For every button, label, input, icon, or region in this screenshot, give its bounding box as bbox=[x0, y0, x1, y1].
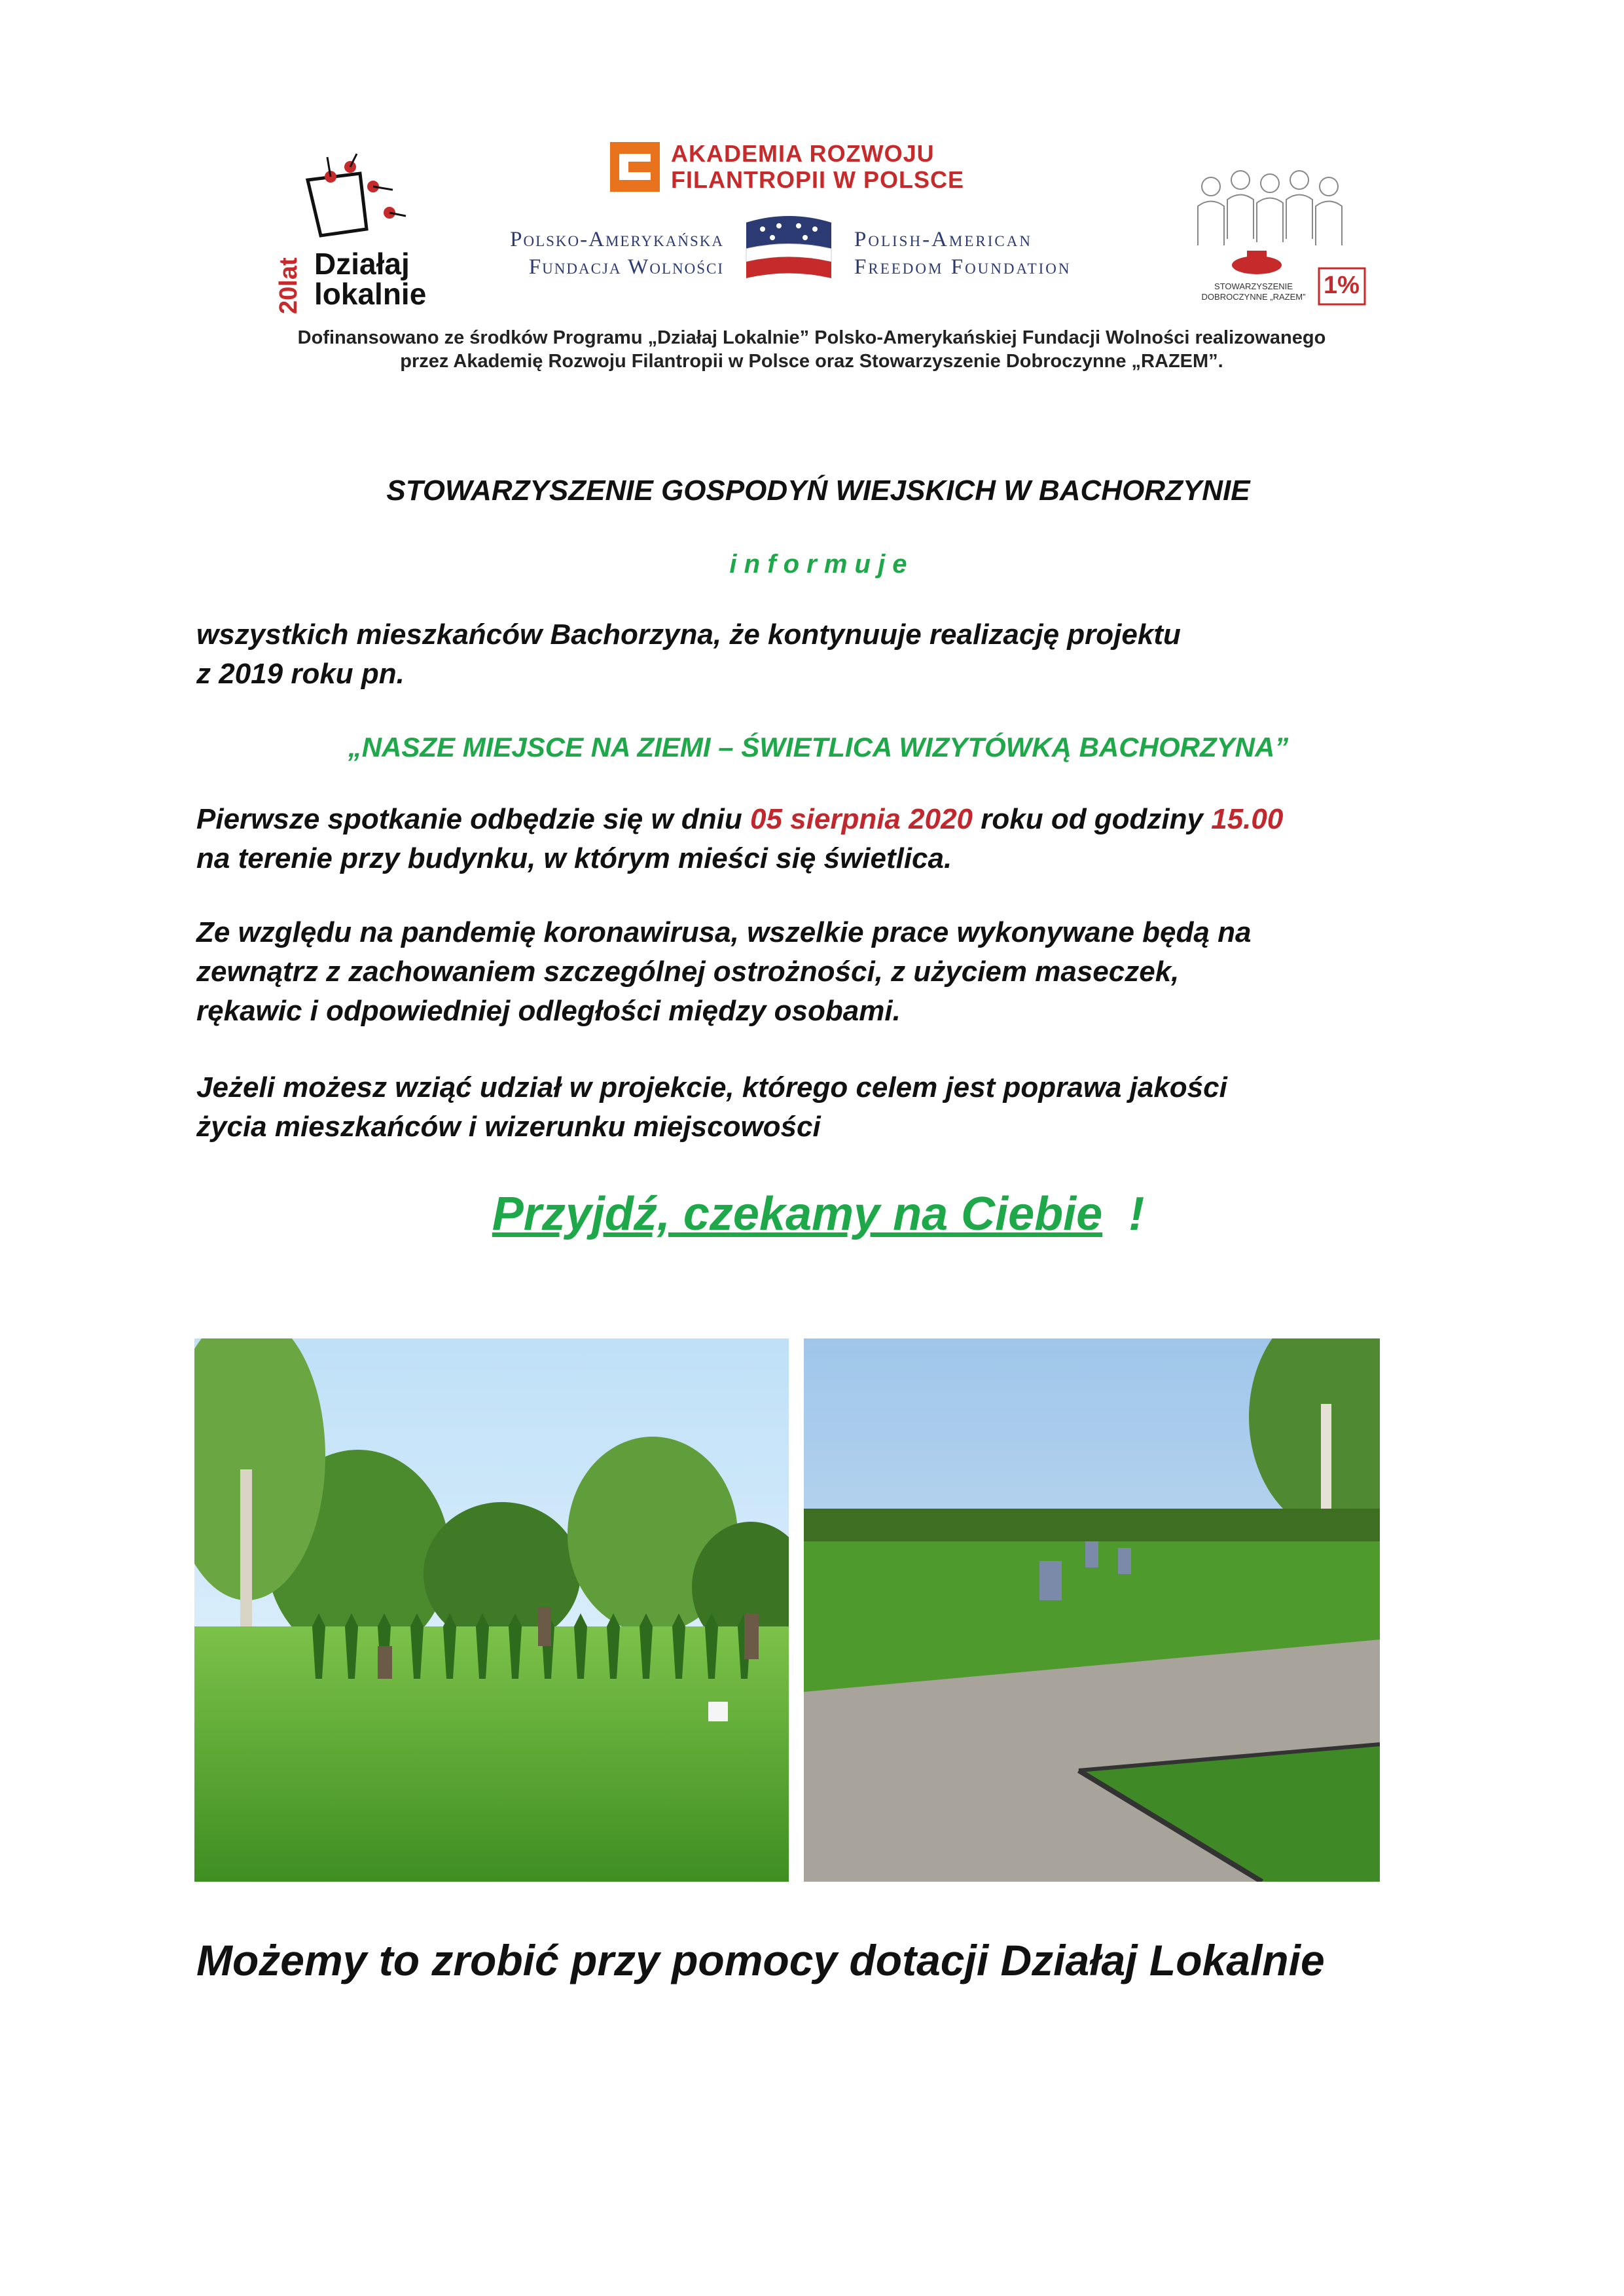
dzialaj-line1: Działaj bbox=[314, 247, 410, 281]
arfp-emblem-icon bbox=[609, 141, 661, 193]
pafw-polish-name bbox=[462, 226, 724, 281]
funding-note bbox=[196, 326, 1427, 373]
cta-text: Przyjdź, czekamy na Ciebie bbox=[492, 1188, 1103, 1240]
invite-line2: życia mieszkańców i wizerunku miejscowości bbox=[196, 1111, 821, 1143]
pafw-flag-icon bbox=[740, 213, 838, 285]
arfp-logo bbox=[609, 137, 975, 196]
call-to-action bbox=[196, 1185, 1440, 1244]
intro-paragraph bbox=[196, 615, 1440, 694]
photo-planting-hedge bbox=[194, 1338, 789, 1882]
intro-line1: wszystkich mieszkańców Bachorzyna, że kontynuuje realizację projektu bbox=[196, 619, 1181, 651]
intro-line2: z 2019 roku pn. bbox=[196, 658, 405, 690]
arfp-line2: FILANTROPII W POLSCE bbox=[671, 166, 964, 193]
pafw-english-name bbox=[854, 226, 1155, 281]
razem-line2: DOBROCZYNNE „RAZEM” bbox=[1201, 292, 1306, 302]
cta-mark: ! bbox=[1128, 1188, 1145, 1240]
project-name: „NASZE MIEJSCE NA ZIEMI – ŚWIETLICA WIZYTÓWKĄ BACHORZYNA” bbox=[348, 732, 1289, 762]
years-label: 20lat bbox=[275, 257, 302, 314]
org-title: STOWARZYSZENIE GOSPODYŃ WIEJSKICH W BACHORZYNIE bbox=[386, 475, 1250, 507]
meeting-line1 bbox=[196, 800, 1440, 839]
meeting-time: 15.00 bbox=[1211, 803, 1284, 835]
pafw-pl-line1: Polsko-Amerykańska bbox=[510, 228, 724, 251]
pafw-pl-line2: Fundacja Wolności bbox=[528, 255, 724, 279]
arfp-line1: AKADEMIA ROZWOJU bbox=[671, 140, 935, 167]
dzialaj-text bbox=[314, 249, 426, 309]
meeting-prefix: Pierwsze spotkanie odbędzie się w dniu bbox=[196, 803, 750, 835]
closing-line: Możemy to zrobić przy pomocy dotacji Działaj Lokalnie bbox=[196, 1936, 1325, 1984]
invite-paragraph bbox=[196, 1068, 1440, 1147]
pafw-en-line2: Freedom Foundation bbox=[854, 255, 1072, 279]
pandemic-line2: zewnątrz z zachowaniem szczególnej ostrożności, z użyciem maseczek, bbox=[196, 956, 1180, 988]
dzialaj-line2: lokalnie bbox=[314, 277, 427, 311]
razem-line1: STOWARZYSZENIE bbox=[1214, 281, 1293, 291]
informuje: i n f o r m u j e bbox=[729, 550, 907, 579]
razem-caption bbox=[1188, 281, 1319, 302]
pandemic-line3: rękawic i odpowiedniej odległości między osobami. bbox=[196, 995, 901, 1027]
meeting-line2: na terenie przy budynku, w którym mieści się świetlica. bbox=[196, 842, 952, 874]
meeting-date: 05 sierpnia 2020 bbox=[750, 803, 973, 835]
photo-gravel-path bbox=[804, 1338, 1380, 1882]
dzialaj-lokalnie-logo bbox=[275, 151, 427, 327]
pandemic-line1: Ze względu na pandemię koronawirusa, wszelkie prace wykonywane będą na bbox=[196, 916, 1252, 948]
funding-line2: przez Akademię Rozwoju Filantropii w Polsce oraz Stowarzyszenie Dobroczynne „RAZEM”. bbox=[400, 351, 1223, 372]
pafw-en-line1: Polish-American bbox=[854, 228, 1032, 251]
invite-line1: Jeżeli możesz wziąć udział w projekcie, którego celem jest poprawa jakości bbox=[196, 1071, 1227, 1103]
razem-logo bbox=[1185, 167, 1375, 317]
one-percent-badge: 1% bbox=[1324, 272, 1360, 299]
meeting-mid: roku od godziny bbox=[973, 803, 1212, 835]
meeting-paragraph bbox=[196, 800, 1440, 878]
pandemic-paragraph bbox=[196, 913, 1440, 1031]
funding-line1: Dofinansowano ze środków Programu „Działaj Lokalnie” Polsko-Amerykańskiej Fundacji Wolności realizowanego bbox=[297, 327, 1326, 348]
